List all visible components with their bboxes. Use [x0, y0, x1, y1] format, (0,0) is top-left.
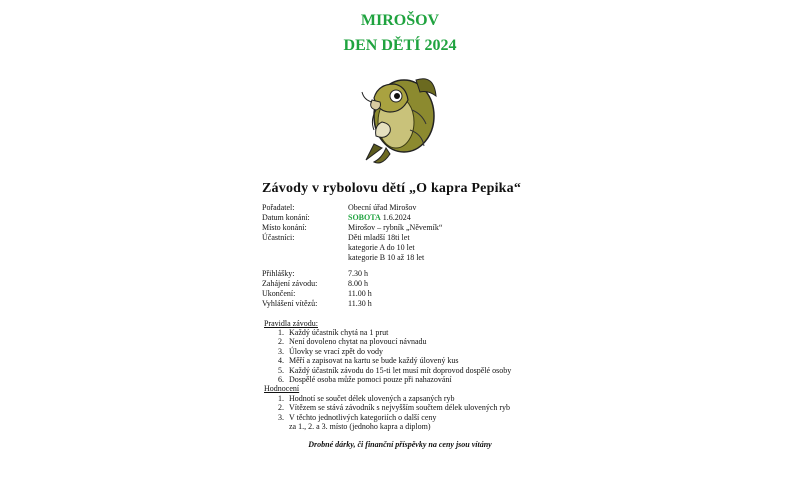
item-number: 2.	[278, 403, 284, 413]
list-item	[270, 347, 511, 356]
list-item	[270, 337, 511, 346]
item-text: Hodnotí se součet délek ulovených a zapsaných ryb	[289, 394, 455, 403]
list-item	[270, 366, 511, 375]
item-text: Každý účastník chytá na 1 prut	[289, 328, 389, 337]
schedule-label: Přihlášky:	[262, 269, 295, 278]
schedule-label: Vyhlášení vítězů:	[262, 299, 318, 308]
item-number: 1.	[278, 328, 284, 337]
detail-label: Pořadatel:	[262, 203, 295, 212]
detail-value: kategorie B 10 až 18 let	[348, 253, 425, 262]
item-number: 3.	[278, 412, 284, 422]
schedule-value: 11.30 h	[348, 299, 372, 308]
detail-value: kategorie A do 10 let	[348, 243, 415, 252]
town-title: MIROŠOV	[360, 12, 440, 29]
detail-value: Děti mladší 18ti let	[348, 233, 410, 242]
list-item	[270, 422, 510, 431]
item-text: Měří a zapisovat na kartu se bude každý úlovený kus	[289, 356, 459, 366]
schedule-value: 7.30 h	[348, 269, 368, 278]
schedule-value: 11.00 h	[348, 289, 372, 298]
item-text: Úlovky se vrací zpět do vody	[289, 346, 383, 356]
item-text: Není dovoleno chytat na plovoucí návnadu	[289, 337, 427, 347]
item-text: Každý účastník závodu do 15-ti let musí mít doprovod dospělé osoby	[289, 365, 512, 375]
detail-label: Místo konání:	[262, 223, 307, 232]
item-number: 1.	[278, 394, 284, 403]
list-item	[270, 375, 511, 384]
list-item	[270, 356, 511, 365]
item-text: V těchto jednotlivých kategoriích o další ceny	[289, 412, 437, 422]
competition-title: Závody v rybolovu dětí „O kapra Pepika“	[262, 181, 522, 196]
detail-value: Mirošov – rybník „Něvemík“	[348, 223, 443, 232]
list-item	[270, 328, 511, 337]
list-item	[270, 413, 510, 422]
day-highlight: SOBOTA	[348, 213, 381, 222]
schedule-label: Ukončení:	[262, 289, 296, 298]
item-number: 6.	[278, 375, 284, 385]
detail-label: Datum konání:	[262, 213, 310, 222]
detail-label: Účastníci:	[262, 233, 295, 242]
date-value	[348, 213, 411, 223]
schedule-label: Zahájení závodu:	[262, 279, 318, 288]
list-item	[270, 394, 510, 403]
evaluation-heading: Hodnocení	[264, 384, 300, 393]
item-number: 4.	[278, 356, 284, 366]
rules-heading: Pravidla závodu:	[264, 319, 318, 328]
item-text: za 1., 2. a 3. místo (jednoho kapra a diplom)	[289, 422, 431, 432]
list-item	[270, 403, 510, 412]
item-number: 2.	[278, 337, 284, 347]
carp-fish-icon	[352, 70, 444, 168]
item-text: Vítězem se stává závodník s nejvyšším součtem délek ulovených ryb	[289, 403, 511, 413]
date-text: 1.6.2024	[382, 213, 411, 222]
item-text: Dospělé osoba může pomoci pouze při nahazování	[289, 375, 452, 385]
event-title: DEN DĚTÍ 2024	[343, 37, 457, 54]
rules-list	[270, 328, 511, 384]
schedule-value: 8.00 h	[348, 279, 368, 288]
item-number: 3.	[278, 346, 284, 356]
detail-value: Obecní úřad Mirošov	[348, 203, 417, 212]
evaluation-list	[270, 394, 510, 432]
footer-note: Drobné dárky, či finanční příspěvky na ceny jsou vítány	[308, 440, 492, 449]
item-number: 5.	[278, 365, 284, 375]
